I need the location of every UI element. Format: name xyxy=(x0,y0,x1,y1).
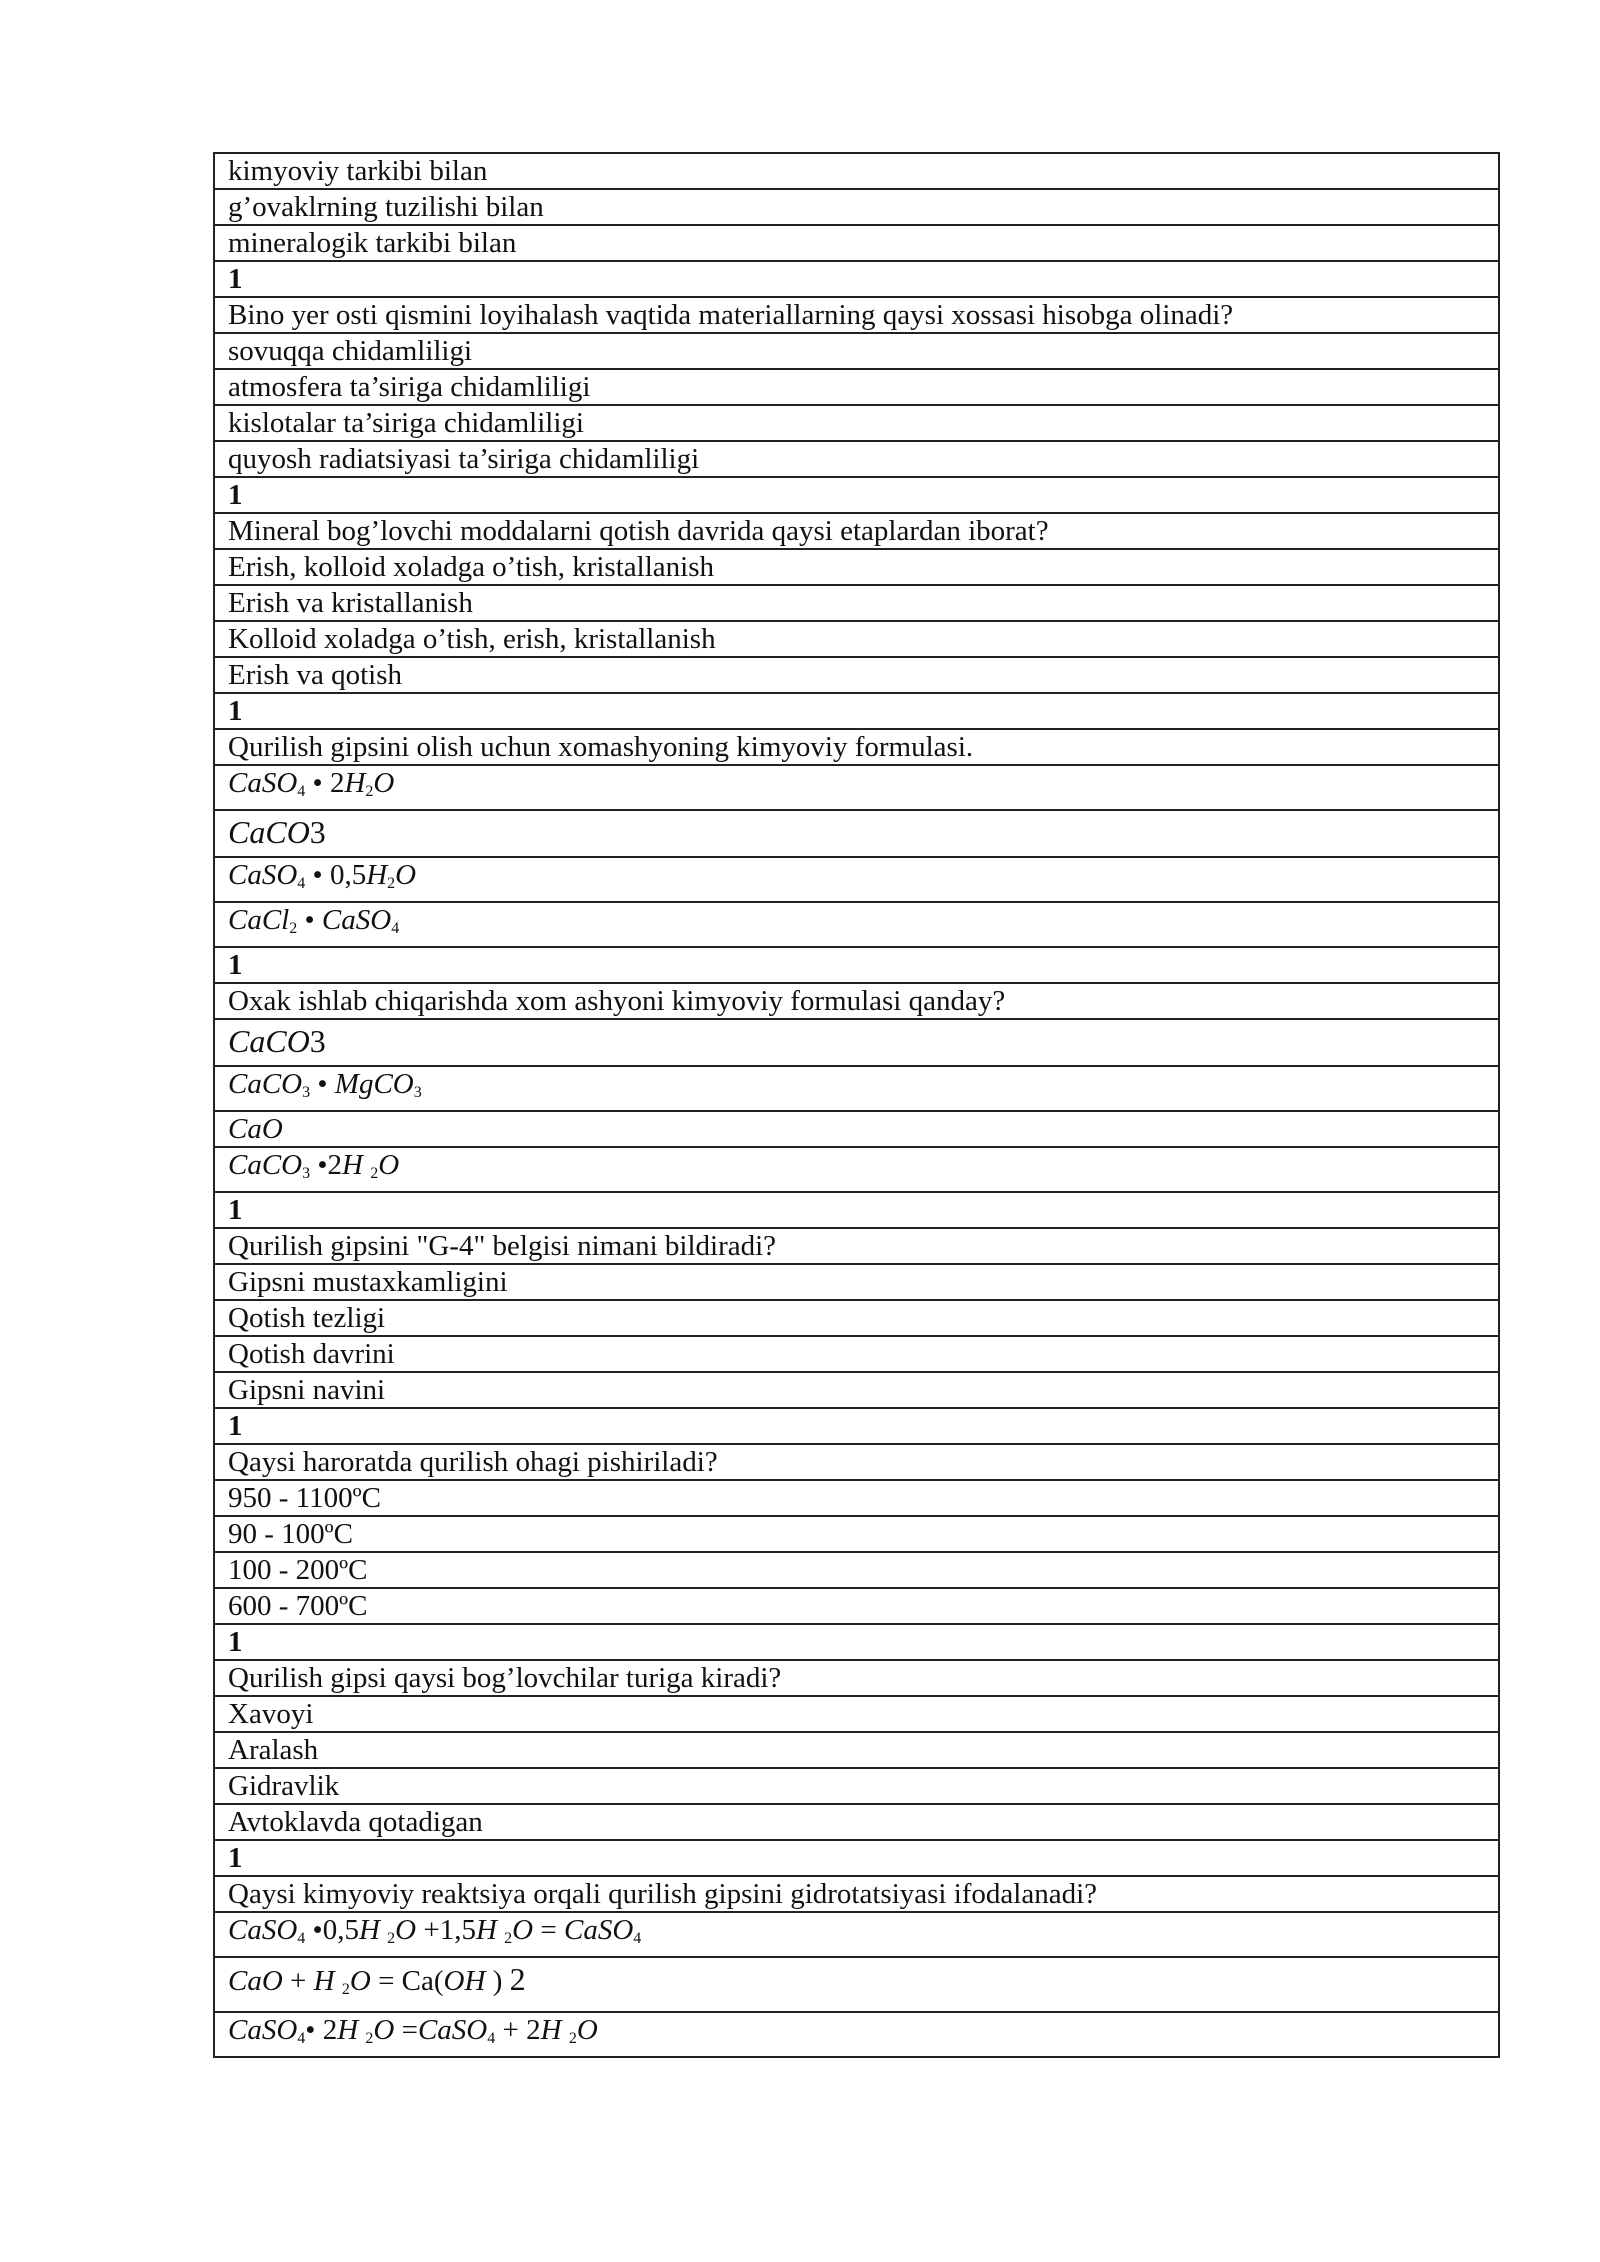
formula: CaSO xyxy=(563,1914,634,1946)
formula: O xyxy=(576,2014,598,2046)
table-cell: 950 - 1100ºC xyxy=(214,1480,1499,1516)
formula: CaCO xyxy=(228,1023,310,1059)
table-cell: sovuqqa chidamliligi xyxy=(214,333,1499,369)
table-cell: quyosh radiatsiyasi ta’siriga chidamliligi xyxy=(214,441,1499,477)
table-cell: Erish va qotish xyxy=(214,657,1499,693)
answer-number: 1 xyxy=(214,261,1499,297)
question-text: Qurilish gipsini olish uchun xomashyoning kimyoviy formulasi. xyxy=(214,729,1499,765)
formula-op: + xyxy=(282,1965,314,1997)
formula-cell xyxy=(214,1957,1499,2012)
question-text: Oxak ishlab chiqarishda xom ashyoni kimyoviy formulasi qanday? xyxy=(214,983,1499,1019)
formula: O xyxy=(512,1914,534,1946)
table-cell: g’ovaklrning tuzilishi bilan xyxy=(214,189,1499,225)
answer-number: 1 xyxy=(214,1840,1499,1876)
table-cell: Kolloid xoladga o’tish, erish, kristallanish xyxy=(214,621,1499,657)
formula-op: • 0,5 xyxy=(305,859,367,891)
formula-cell xyxy=(214,1147,1499,1192)
subscript: 2 xyxy=(568,2030,577,2047)
answer-number: 1 xyxy=(214,477,1499,513)
question-text: Qurilish gipsini "G-4" belgisi nimani bildiradi? xyxy=(214,1228,1499,1264)
formula-op: +1,5 xyxy=(416,1914,476,1946)
formula-op: • 2 xyxy=(305,2014,338,2046)
formula: CaCO xyxy=(228,1149,303,1181)
table-cell: 90 - 100ºC xyxy=(214,1516,1499,1552)
subscript: 2 xyxy=(341,1981,350,1998)
formula: H xyxy=(366,859,388,891)
table-cell: kislotalar ta’siriga chidamliligi xyxy=(214,405,1499,441)
table-cell: Avtoklavda qotadigan xyxy=(214,1804,1499,1840)
formula: CaCO xyxy=(228,814,310,850)
formula: OH xyxy=(443,1965,486,1997)
table-cell: Erish, kolloid xoladga o’tish, kristallanish xyxy=(214,549,1499,585)
formula-op: = Ca( xyxy=(370,1965,444,1997)
question-text: Qaysi kimyoviy reaktsiya orqali qurilish gipsini gidrotatsiyasi ifodalanadi? xyxy=(214,1876,1499,1912)
table-cell: Gidravlik xyxy=(214,1768,1499,1804)
formula-op: •2 xyxy=(310,1149,343,1181)
formula-op: + 2 xyxy=(495,2014,541,2046)
answer-number: 1 xyxy=(214,1408,1499,1444)
answer-number: 1 xyxy=(214,1192,1499,1228)
subscript: 3 xyxy=(413,1084,422,1101)
formula: H xyxy=(358,1914,388,1946)
table-cell: Erish va kristallanish xyxy=(214,585,1499,621)
answer-number: 1 xyxy=(214,947,1499,983)
formula-op: = xyxy=(533,1914,564,1946)
formula-cell xyxy=(214,1019,1499,1066)
formula: O xyxy=(395,1914,417,1946)
subscript: 4 xyxy=(487,2030,496,2047)
formula: H xyxy=(540,2014,569,2046)
formula: H xyxy=(342,1149,371,1181)
formula: CaSO xyxy=(228,859,298,891)
question-text: Qurilish gipsi qaysi bog’lovchilar turiga kiradi? xyxy=(214,1660,1499,1696)
table-cell: mineralogik tarkibi bilan xyxy=(214,225,1499,261)
formula-cell xyxy=(214,1111,1499,1147)
formula-cell xyxy=(214,857,1499,902)
table-cell: atmosfera ta’siriga chidamliligi xyxy=(214,369,1499,405)
subscript: 4 xyxy=(297,783,306,800)
table-cell: kimyoviy tarkibi bilan xyxy=(214,153,1499,189)
table-cell: Qotish tezligi xyxy=(214,1300,1499,1336)
subscript: 2 xyxy=(289,920,298,937)
formula-cell xyxy=(214,2012,1499,2057)
formula: O xyxy=(373,767,395,799)
subscript: 2 xyxy=(370,1165,379,1182)
formula: O xyxy=(373,2014,395,2046)
formula: H xyxy=(475,1914,505,1946)
table-cell: 600 - 700ºC xyxy=(214,1588,1499,1624)
formula: MgCO xyxy=(334,1068,414,1100)
formula-op: = xyxy=(394,2014,418,2046)
question-text: Mineral bog’lovchi moddalarni qotish davrida qaysi etaplardan iborat? xyxy=(214,513,1499,549)
formula: O xyxy=(349,1965,371,1997)
formula: CaSO xyxy=(417,2014,488,2046)
formula: O xyxy=(395,859,417,891)
table-cell: 100 - 200ºC xyxy=(214,1552,1499,1588)
formula-op: • xyxy=(310,1068,335,1100)
subscript: 2 xyxy=(387,875,396,892)
formula: CaO xyxy=(228,1113,283,1145)
subscript: 4 xyxy=(297,875,306,892)
formula: CaSO xyxy=(228,2014,298,2046)
table-cell: Gipsni navini xyxy=(214,1372,1499,1408)
formula: CaO xyxy=(228,1965,283,1997)
formula: CaCl xyxy=(228,904,290,936)
table-cell: Qotish davrini xyxy=(214,1336,1499,1372)
formula-cell xyxy=(214,1066,1499,1111)
formula: H xyxy=(313,1965,342,1997)
formula: O xyxy=(378,1149,400,1181)
answer-number: 1 xyxy=(214,1624,1499,1660)
formula: CaCO xyxy=(228,1068,303,1100)
formula: CaSO xyxy=(228,767,298,799)
formula-op: •0,5 xyxy=(305,1914,359,1946)
table-cell: Xavoyi xyxy=(214,1696,1499,1732)
table-cell: Aralash xyxy=(214,1732,1499,1768)
subscript: 2 xyxy=(365,2030,374,2047)
formula-cell xyxy=(214,810,1499,857)
formula-index: 3 xyxy=(309,1023,326,1059)
formula-index: 2 xyxy=(509,1961,526,1997)
subscript: 4 xyxy=(633,1930,642,1947)
subscript: 3 xyxy=(302,1084,311,1101)
formula-op: • 2 xyxy=(305,767,345,799)
subscript: 4 xyxy=(391,920,400,937)
question-text: Qaysi haroratda qurilish ohagi pishiriladi? xyxy=(214,1444,1499,1480)
subscript: 2 xyxy=(365,783,374,800)
formula-op: ) xyxy=(485,1965,510,1997)
formula: CaSO xyxy=(228,1914,298,1946)
formula-cell xyxy=(214,1912,1499,1957)
subscript: 2 xyxy=(504,1930,513,1947)
formula: CaSO xyxy=(321,904,392,936)
formula-cell xyxy=(214,765,1499,810)
subscript: 4 xyxy=(297,2030,306,2047)
question-text: Bino yer osti qismini loyihalash vaqtida materiallarning qaysi xossasi hisobga olinadi? xyxy=(214,297,1499,333)
question-table xyxy=(213,152,1500,2058)
formula-index: 3 xyxy=(309,814,326,850)
answer-number: 1 xyxy=(214,693,1499,729)
subscript: 4 xyxy=(297,1930,306,1947)
formula-op: • xyxy=(297,904,322,936)
table-cell: Gipsni mustaxkamligini xyxy=(214,1264,1499,1300)
subscript: 3 xyxy=(302,1165,311,1182)
subscript: 2 xyxy=(387,1930,396,1947)
formula: H xyxy=(337,2014,366,2046)
formula: H xyxy=(344,767,366,799)
formula-cell xyxy=(214,902,1499,947)
